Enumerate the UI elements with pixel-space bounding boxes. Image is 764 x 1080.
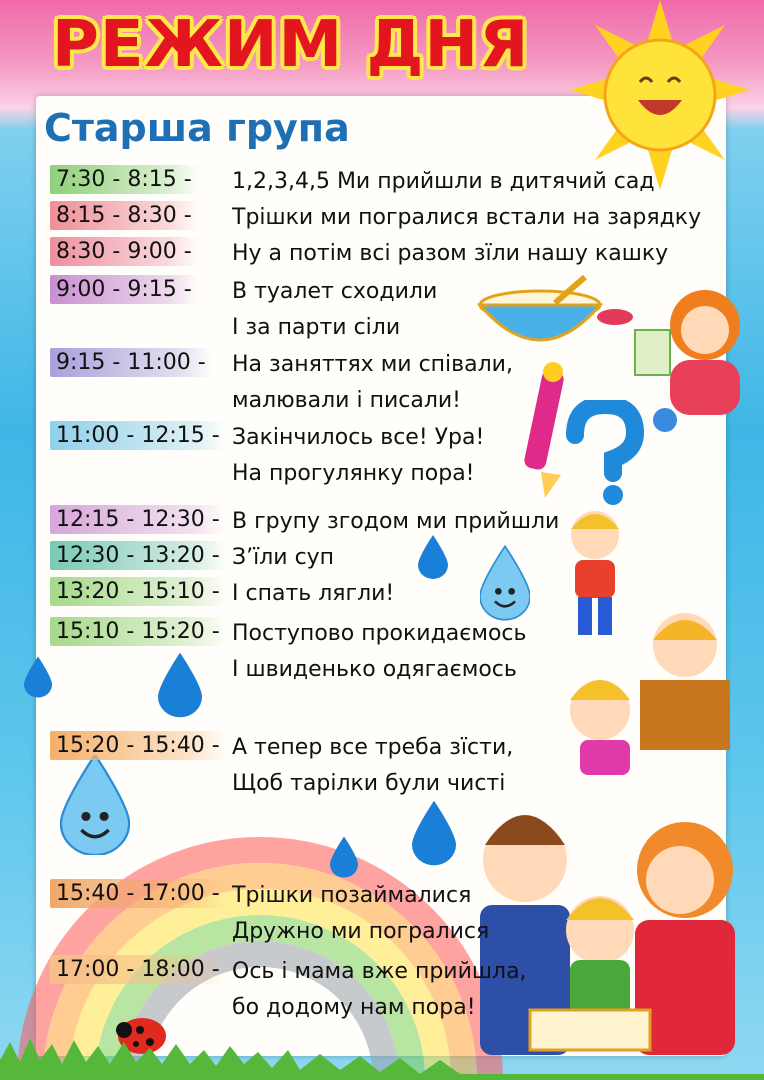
schedule-time [50,505,226,534]
time-range: 15:40 - 17:00 - [50,879,226,908]
page-title: РЕЖИМ ДНЯ [52,8,530,82]
activity-text: На прогулянку пора! [232,461,475,486]
schedule-time [50,541,226,570]
activity-text: малювали і писали! [232,388,462,413]
girl-illustration [630,280,755,440]
time-range: 8:15 - 8:30 - [50,201,198,230]
activity-text: В групу згодом ми прийшли [232,509,560,534]
schedule-time [50,421,226,450]
time-range: 9:00 - 9:15 - [50,275,198,304]
family-illustration [470,790,760,1060]
water-drop-icon [24,656,52,698]
water-drop-icon [418,535,448,579]
children-at-desk-illustration [545,600,745,780]
time-range: 13:20 - 15:10 - [50,577,226,606]
time-range: 9:15 - 11:00 - [50,348,212,377]
schedule-time [50,617,226,646]
schedule-time [50,731,226,760]
question-mark-icon [555,400,645,510]
time-range: 12:15 - 12:30 - [50,505,226,534]
time-range: 11:00 - 12:15 - [50,421,226,450]
activity-text: І за парти сіли [232,315,401,340]
schedule-time [50,879,226,908]
water-drop-icon [158,652,202,718]
schedule-time [50,165,198,194]
schedule-time [50,955,226,984]
activity-text: бо додому нам пора! [232,995,476,1020]
activity-text: А тепер все треба зїсти, [232,735,514,760]
schedule-time [50,577,226,606]
activity-text: Трішки ми погралися встали на зарядку [232,205,702,230]
grass-decoration [0,1030,764,1080]
activity-text: З’їли суп [232,545,335,570]
schedule-time [50,348,212,377]
activity-text: На заняттях ми співали, [232,352,513,377]
time-range: 12:30 - 13:20 - [50,541,226,570]
activity-text: Поступово прокидаємось [232,621,527,646]
activity-text: Дружно ми погралися [232,919,490,944]
schedule-time [50,237,198,266]
activity-text: І спать лягли! [232,581,395,606]
activity-text: Трішки позаймалися [232,883,472,908]
time-range: 15:20 - 15:40 - [50,731,226,760]
activity-text: Закінчилось все! Ура! [232,425,485,450]
activity-text: 1,2,3,4,5 Ми прийшли в дитячий сад [232,169,655,194]
schedule-time [50,275,198,304]
activity-text: Ось і мама вже прийшла, [232,959,527,984]
water-drop-icon [330,836,358,878]
activity-text: Ну а потім всі разом зїли нашу кашку [232,241,669,266]
time-range: 8:30 - 9:00 - [50,237,198,266]
smiling-drop-icon [60,755,130,855]
water-drop-icon [412,800,456,866]
smiling-drop-icon [480,545,530,621]
activity-text: І швиденько одягаємось [232,657,517,682]
page-subtitle: Старша група [44,106,350,150]
activity-text: Щоб тарілки були чисті [232,771,506,796]
time-range: 17:00 - 18:00 - [50,955,226,984]
time-range: 7:30 - 8:15 - [50,165,198,194]
time-range: 15:10 - 15:20 - [50,617,226,646]
schedule-time [50,201,198,230]
activity-text: В туалет сходили [232,279,438,304]
porridge-bowl-icon [475,275,635,360]
